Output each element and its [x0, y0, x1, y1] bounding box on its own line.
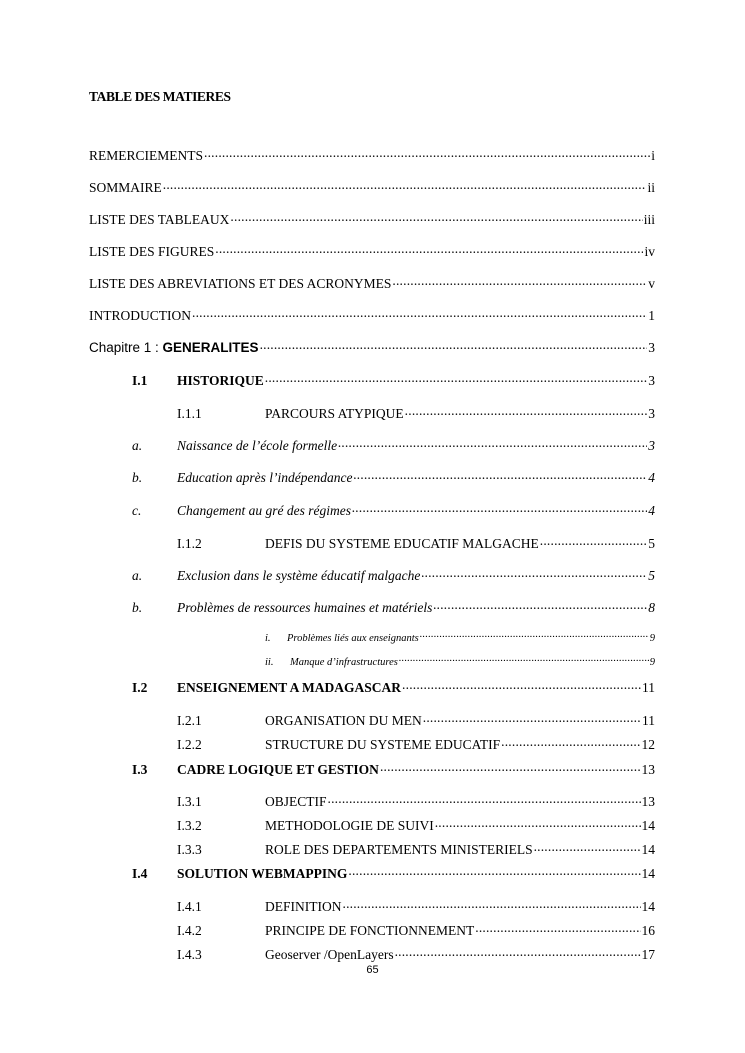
toc-leader [163, 178, 647, 192]
toc-leader [328, 792, 641, 806]
toc-leader [534, 840, 641, 854]
toc-entry-label: DEFINITION [265, 898, 342, 914]
toc-page-number: 11 [642, 712, 655, 728]
toc-entry-label: ROLE DES DEPARTEMENTS MINISTERIELS [265, 841, 533, 857]
toc-item-entry[interactable] [132, 468, 655, 484]
toc-entry-number: I.2.1 [177, 712, 202, 728]
toc-entry-number: I.1 [132, 372, 148, 388]
toc-page-number: 9 [649, 656, 655, 668]
toc-leader [392, 274, 647, 288]
toc-page-number: 3 [648, 405, 655, 421]
toc-leader [423, 711, 641, 725]
toc-page-number: 3 [648, 339, 655, 355]
toc-entry-label: LISTE DES TABLEAUX [89, 211, 230, 227]
toc-subsection-entry[interactable] [177, 897, 655, 913]
toc-subitem-entry[interactable] [265, 654, 655, 668]
toc-item-entry[interactable] [132, 501, 655, 517]
toc-title: TABLE DES MATIERES [89, 89, 231, 104]
toc-leader [353, 468, 647, 482]
toc-page-number: ii [647, 179, 655, 195]
toc-entry-label: LISTE DES ABREVIATIONS ET DES ACRONYMES [89, 275, 392, 291]
toc-entry-number: I.3 [132, 761, 148, 777]
toc-leader [352, 501, 647, 515]
toc-subsection-entry[interactable] [177, 792, 655, 808]
toc-entry-number: I.4.1 [177, 898, 202, 914]
toc-subsection-entry[interactable] [177, 534, 655, 550]
toc-section-entry[interactable] [132, 864, 655, 880]
toc-page-number: 13 [641, 761, 655, 777]
toc-page-number: 12 [641, 736, 655, 752]
toc-leader [260, 338, 648, 352]
toc-entry-number: I.1.2 [177, 535, 202, 551]
toc-entry-label: PARCOURS ATYPIQUE [265, 405, 404, 421]
toc-leader [402, 678, 641, 692]
toc-item-entry[interactable] [132, 566, 655, 582]
toc-page-number: 5 [648, 567, 655, 583]
toc-entry-label: REMERCIEMENTS [89, 147, 204, 163]
toc-subsection-entry[interactable] [177, 711, 655, 727]
toc-entry-label: PRINCIPE DE FONCTIONNEMENT [265, 922, 475, 938]
toc-entry-label: DEFIS DU SYSTEME EDUCATIF MALGACHE [265, 535, 539, 551]
toc-entry-label: STRUCTURE DU SYSTEME EDUCATIF [265, 736, 501, 752]
toc-entry-label: METHODOLOGIE DE SUIVI [265, 817, 434, 833]
toc-subsection-entry[interactable] [177, 945, 655, 961]
toc-entry[interactable] [89, 306, 655, 322]
toc-leader [421, 566, 647, 580]
toc-entry-label: ORGANISATION DU MEN [265, 712, 422, 728]
toc-entry-number: i. [265, 632, 271, 644]
toc-chapter-entry[interactable] [89, 338, 655, 354]
toc-subsection-entry[interactable] [177, 735, 655, 751]
toc-entry[interactable] [89, 242, 655, 258]
toc-entry-number: I.3.1 [177, 793, 202, 809]
toc-page-number: 5 [648, 535, 655, 551]
toc-page-number: iii [643, 211, 655, 227]
toc-page-number: 14 [641, 817, 655, 833]
toc-section-entry[interactable] [132, 371, 655, 387]
toc-entry-number: I.2 [132, 679, 148, 695]
toc-entry-label: GENERALITES [162, 339, 259, 355]
toc-entry-number: I.2.2 [177, 736, 202, 752]
toc-entry-number: I.3.3 [177, 841, 202, 857]
toc-leader [348, 864, 640, 878]
toc-section-entry[interactable] [132, 678, 655, 694]
toc-entry-label: SOLUTION WEBMAPPING [177, 865, 348, 881]
toc-subitem-entry[interactable] [265, 630, 655, 644]
toc-leader [433, 598, 647, 612]
toc-entry-label: Problèmes liés aux enseignants [287, 632, 419, 644]
toc-leader [265, 371, 647, 385]
toc-entry-label: Problèmes de ressources humaines et matériels [177, 599, 433, 615]
toc-entry-label: OBJECTIF [265, 793, 327, 809]
toc-entry-label: INTRODUCTION [89, 307, 191, 323]
toc-entry-number: b. [132, 469, 143, 485]
chapter-prefix: Chapitre 1 : [89, 339, 163, 355]
toc-leader [338, 436, 647, 450]
toc-entry-label: Geoserver /OpenLayers [265, 946, 394, 962]
toc-section-entry[interactable] [132, 760, 655, 776]
toc-leader [380, 760, 641, 774]
toc-entry[interactable] [89, 210, 655, 226]
toc-leader [192, 306, 647, 320]
toc-entry[interactable] [89, 146, 655, 162]
toc-subsection-entry[interactable] [177, 816, 655, 832]
toc-page-number: 11 [642, 679, 655, 695]
toc-entry-number: b. [132, 599, 143, 615]
toc-entry-number: a. [132, 567, 143, 583]
toc-page-number: 4 [648, 502, 655, 518]
toc-leader [540, 534, 647, 548]
toc-entry-label: ENSEIGNEMENT A MADAGASCAR [177, 679, 402, 695]
toc-page-number: 16 [641, 922, 655, 938]
toc-entry-label: CADRE LOGIQUE ET GESTION [177, 761, 379, 777]
toc-leader [435, 816, 641, 830]
toc-leader [399, 654, 649, 665]
toc-entry-label: Manque d’infrastructures [290, 656, 398, 668]
toc-item-entry[interactable] [132, 436, 655, 452]
toc-page-number: 8 [648, 599, 655, 615]
toc-leader [420, 630, 649, 641]
toc-page-number: 1 [648, 307, 655, 323]
toc-page-number: 14 [641, 898, 655, 914]
toc-page-number: iv [644, 243, 655, 259]
toc-entry-label: Naissance de l’école formelle [177, 437, 338, 453]
toc-entry-number: a. [132, 437, 143, 453]
toc-entry[interactable] [89, 274, 655, 290]
toc-leader [215, 242, 643, 256]
toc-item-entry[interactable] [132, 598, 655, 614]
toc-entry-number: I.1.1 [177, 405, 202, 421]
toc-page-number: 13 [641, 793, 655, 809]
toc-subsection-entry[interactable] [177, 404, 655, 420]
toc-leader [395, 945, 641, 959]
toc-subsection-entry[interactable] [177, 921, 655, 937]
toc-leader [343, 897, 641, 911]
toc-leader [475, 921, 640, 935]
toc-leader [501, 735, 640, 749]
toc-page-number: 9 [649, 632, 655, 644]
toc-entry-number: I.4 [132, 865, 148, 881]
toc-page-number: 3 [648, 437, 655, 453]
toc-page-number: 14 [641, 841, 655, 857]
toc-entry-number: ii. [265, 656, 274, 668]
toc-entry-label: SOMMAIRE [89, 179, 162, 195]
toc-page-number: 4 [648, 469, 655, 485]
toc-leader [204, 146, 650, 160]
toc-entry-number: I.4.2 [177, 922, 202, 938]
toc-entry-number: c. [132, 502, 142, 518]
toc-entry[interactable] [89, 178, 655, 194]
toc-page-number: v [648, 275, 655, 291]
toc-entry-number: I.3.2 [177, 817, 202, 833]
toc-entry-label: LISTE DES FIGURES [89, 243, 215, 259]
toc-subsection-entry[interactable] [177, 840, 655, 856]
toc-entry-label: Education après l’indépendance [177, 469, 353, 485]
toc-entry-label: HISTORIQUE [177, 372, 264, 388]
toc-page-number: 17 [641, 946, 655, 962]
page-number-footer: 65 [366, 964, 379, 976]
toc-entry-label: Changement au gré des régimes [177, 502, 351, 518]
toc-entry-number: I.4.3 [177, 946, 202, 962]
toc-entry-label: Exclusion dans le système éducatif malgache [177, 567, 421, 583]
toc-page-number: i [651, 147, 655, 163]
toc-leader [230, 210, 642, 224]
toc-page-number: 14 [641, 865, 655, 881]
toc-page-number: 3 [648, 372, 655, 388]
toc-leader [405, 404, 648, 418]
